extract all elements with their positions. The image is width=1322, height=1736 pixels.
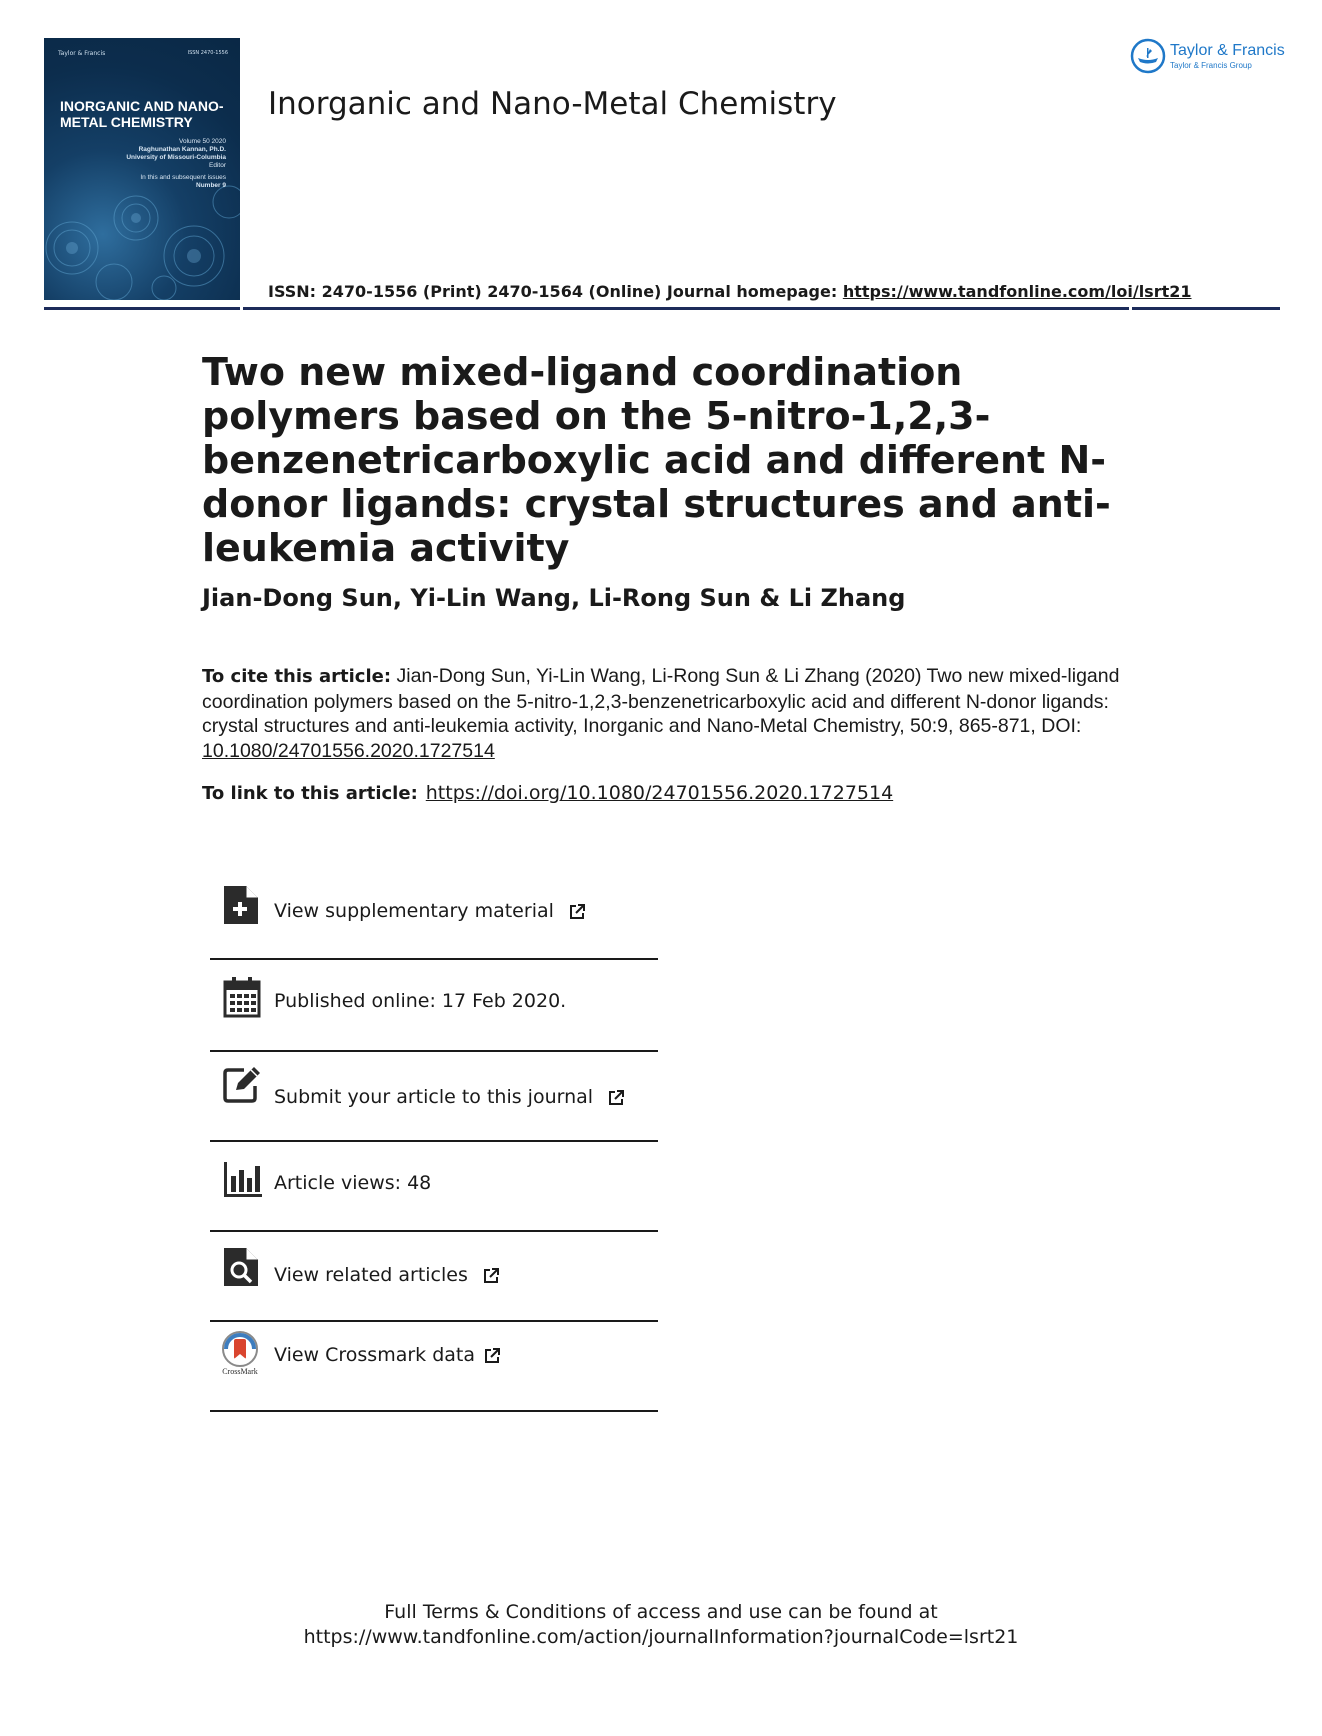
cover-issn: ISSN 2470-1556 xyxy=(187,50,228,56)
supplementary-material-label: View supplementary material xyxy=(274,900,554,922)
publisher-logo[interactable] xyxy=(1130,38,1290,78)
cover-volume: Volume 50 2020 xyxy=(179,138,226,145)
cite-text: Jian-Dong Sun, Yi-Lin Wang, Li-Rong Sun & Li Zhang (2020) Two new mixed-ligand coordination polymers based on the 5-nitro-1,2,3-benzenetricarboxylic acid and different N-donor ligands: crystal structures and anti-leukemia activity, Inorganic and Nano-Metal Chemistry, 50:9, 865-871, DOI: xyxy=(202,665,1120,737)
crossmark-item[interactable] xyxy=(210,1322,658,1412)
supplementary-file-icon xyxy=(222,884,262,926)
external-link-icon xyxy=(568,903,586,921)
crossmark-caption: CrossMark xyxy=(222,1367,258,1376)
cover-editor-affiliation: University of Missouri-Columbia xyxy=(126,154,226,161)
related-articles-label: View related articles xyxy=(274,1264,468,1286)
publisher-logo-group: Taylor & Francis Group xyxy=(1170,61,1252,70)
article-title: Two new mixed-ligand coordination polymers based on the 5-nitro-1,2,3-benzenetricarboxylic acid and different N-donor ligands: crystal structures and anti-leukemia activity xyxy=(202,350,1111,570)
article-views-label: Article views: 48 xyxy=(274,1172,432,1194)
cover-issue-note: In this and subsequent issues xyxy=(140,174,226,181)
list-divider xyxy=(210,1410,658,1412)
cover-title: INORGANIC AND NANO-METAL CHEMISTRY xyxy=(60,98,224,130)
header-divider-gap xyxy=(240,306,243,311)
journal-title: Inorganic and Nano-Metal Chemistry xyxy=(268,86,837,122)
publisher-logo-name: Taylor & Francis xyxy=(1170,42,1285,59)
issn-text: ISSN: 2470-1556 (Print) 2470-1564 (Online) Journal homepage: xyxy=(268,282,843,301)
crossmark-label: View Crossmark data xyxy=(274,1344,476,1366)
related-articles-item[interactable] xyxy=(210,1232,658,1322)
footer-terms-link[interactable]: https://www.tandfonline.com/action/journalInformation?journalCode=lsrt21 xyxy=(303,1626,1019,1648)
submit-article-label: Submit your article to this journal xyxy=(274,1086,594,1108)
crossmark-icon xyxy=(218,1330,262,1376)
header-divider xyxy=(44,307,1280,310)
external-link-icon xyxy=(483,1347,501,1365)
cover-details xyxy=(56,138,226,190)
journal-cover-image xyxy=(44,38,240,300)
cover-bubbles-decoration xyxy=(44,178,240,300)
search-document-icon xyxy=(222,1246,262,1288)
list-divider xyxy=(210,958,658,960)
publisher-logo-icon xyxy=(1130,38,1166,74)
published-online-item xyxy=(210,962,658,1052)
link-label: To link to this article: xyxy=(202,783,418,804)
footer xyxy=(0,1600,1322,1650)
external-link-icon xyxy=(607,1089,625,1107)
edit-icon xyxy=(222,1064,262,1106)
submit-article-item[interactable] xyxy=(210,1052,658,1142)
article-authors: Jian-Dong Sun, Yi-Lin Wang, Li-Rong Sun & Li Zhang xyxy=(202,584,906,612)
cover-editor-role: Editor xyxy=(209,162,226,169)
footer-terms-text: Full Terms & Conditions of access and use can be found at xyxy=(384,1601,938,1623)
external-link-icon xyxy=(482,1267,500,1285)
article-doi-link[interactable]: https://doi.org/10.1080/24701556.2020.1727514 xyxy=(425,782,894,804)
cover-publisher: Taylor & Francis xyxy=(58,50,106,57)
calendar-icon xyxy=(222,976,262,1018)
header-divider-gap xyxy=(1129,306,1132,311)
bar-chart-icon xyxy=(222,1158,262,1200)
cite-doi-link[interactable]: 10.1080/24701556.2020.1727514 xyxy=(202,739,495,762)
cover-editor-name: Raghunathan Kannan, Ph.D. xyxy=(138,146,226,153)
journal-homepage-link[interactable]: https://www.tandfonline.com/loi/lsrt21 xyxy=(842,282,1192,301)
citation-block xyxy=(202,664,1122,763)
cover-number: Number 9 xyxy=(196,182,226,189)
cite-label: To cite this article: xyxy=(202,666,392,687)
issn-line xyxy=(268,282,1192,301)
article-link-line xyxy=(202,782,893,804)
supplementary-material-item[interactable] xyxy=(210,870,658,960)
article-views-item xyxy=(210,1142,658,1232)
published-online-label: Published online: 17 Feb 2020. xyxy=(274,990,567,1012)
